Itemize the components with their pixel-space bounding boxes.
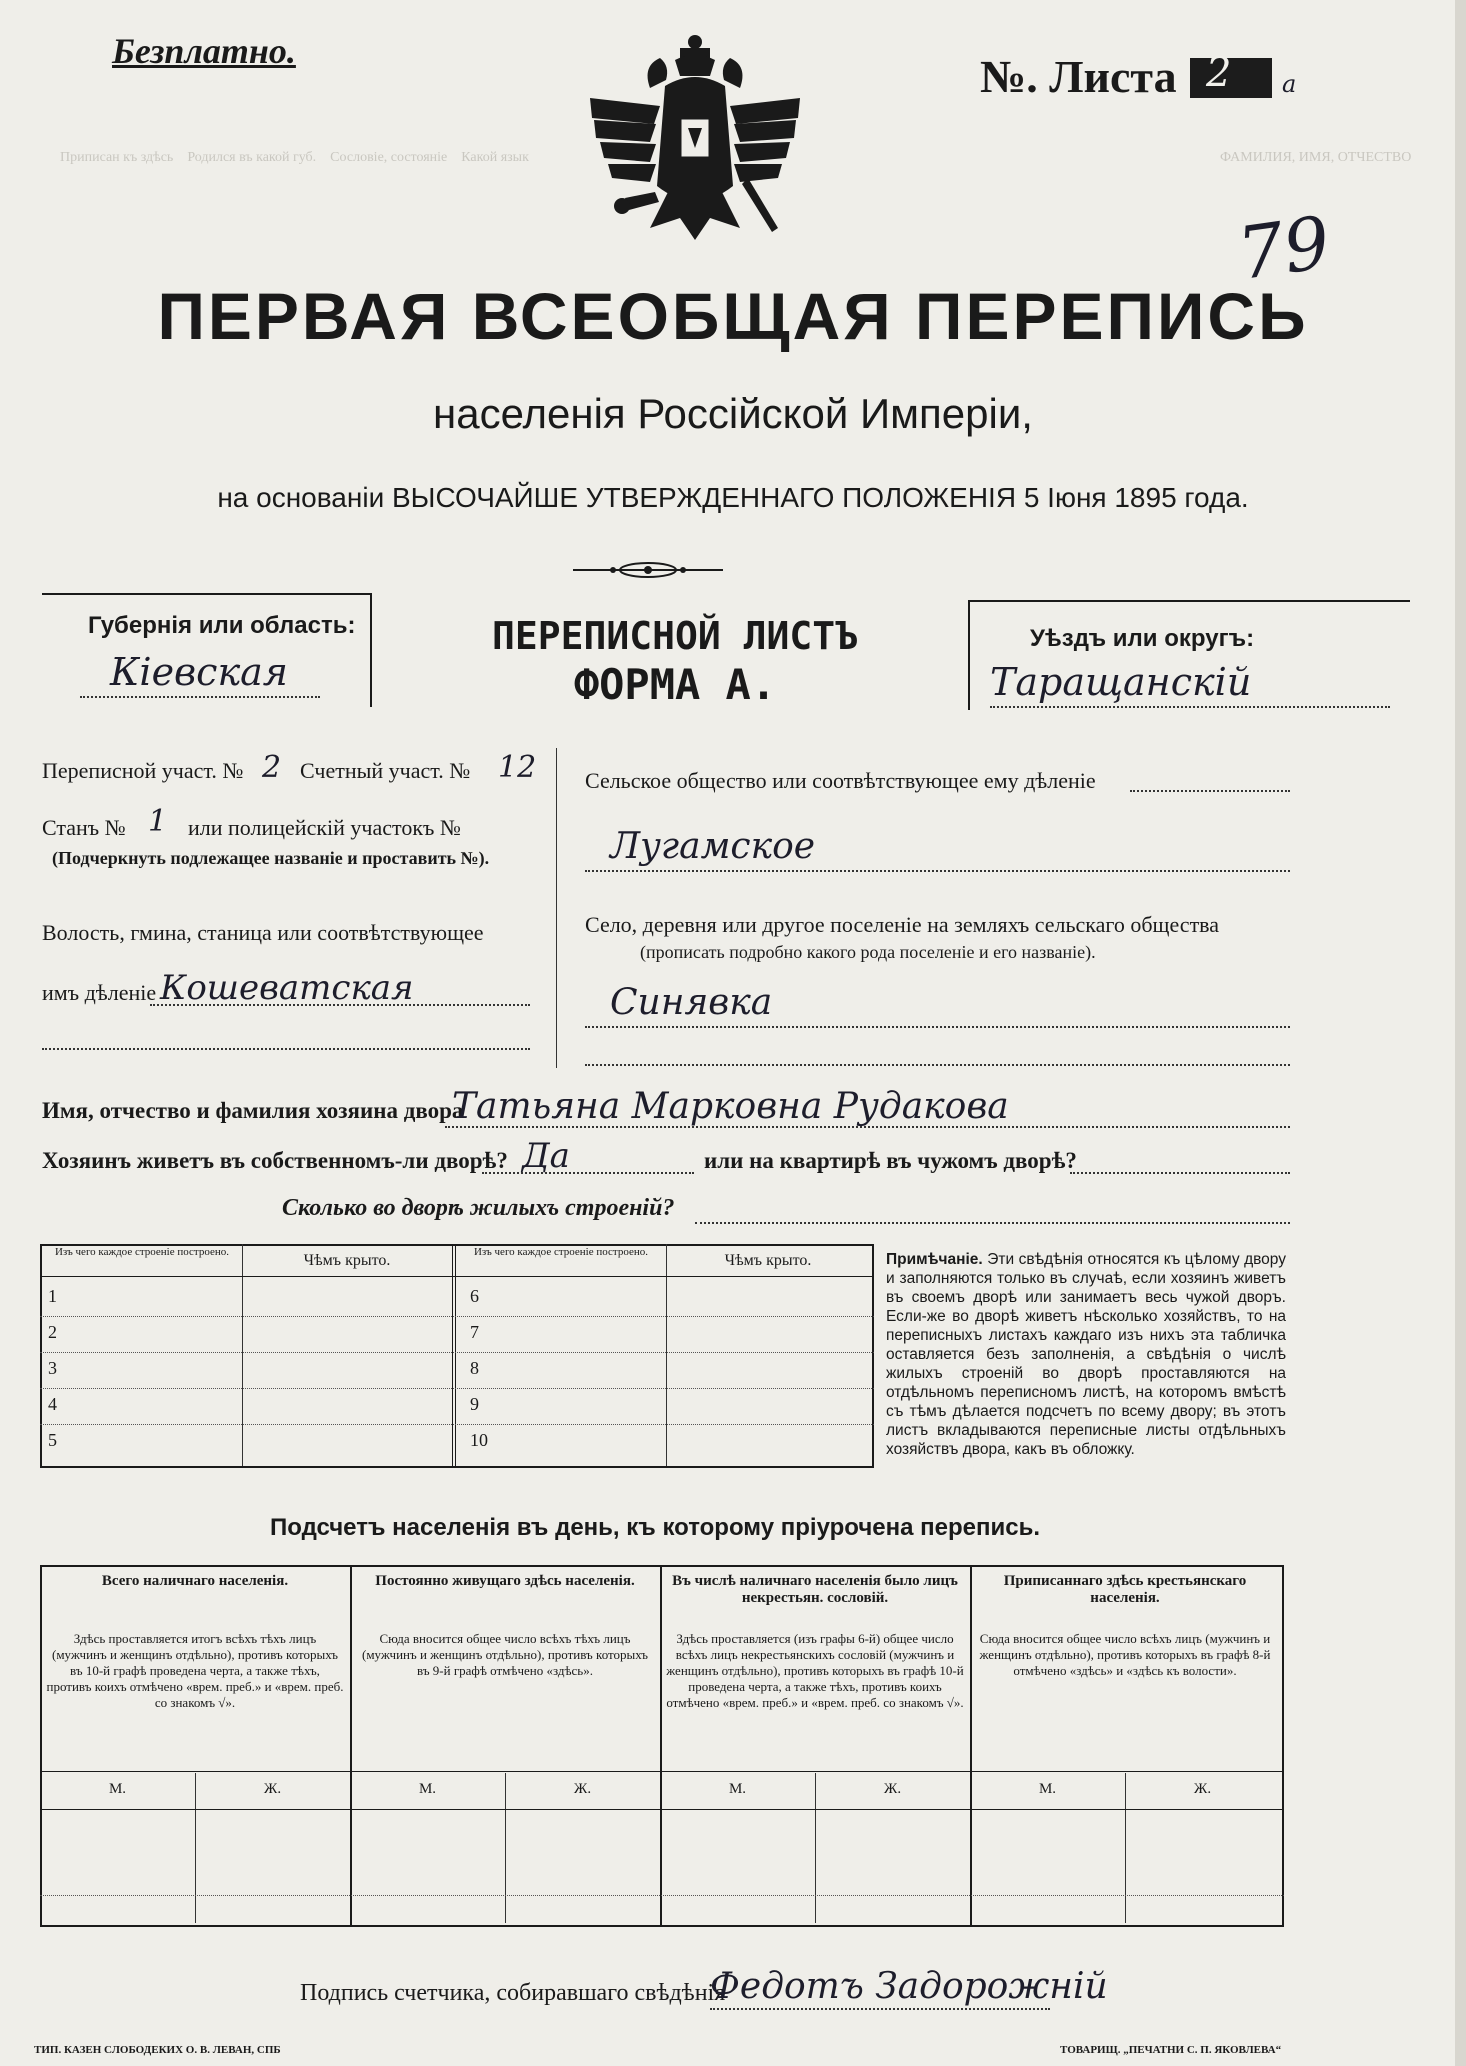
population-female-header: Ж.: [1193, 1781, 1212, 1797]
guberniya-label: Губернія или область:: [88, 612, 356, 639]
building-row-number: 7: [470, 1322, 479, 1342]
bleed-through-text: Приписан къ здѣсь Родился въ какой губ. Сословіе, состояніе Какой язык: [60, 150, 529, 165]
signature-dotted-line: [710, 2008, 1050, 2010]
building-row-number: 5: [48, 1430, 57, 1450]
population-row-line: [40, 1771, 1284, 1772]
population-col-desc: Здѣсь проставляется (изъ графы 6-й) общее число всѣхъ лицъ некрестьянскихъ сословій (мужчинъ и женщинъ отдѣльно), противъ которыхъ въ графѣ 10-й проведена черта, а также тѣхъ, противъ коихъ отмѣчено «врем. преб.» и «врем. преб. со знакомъ √».: [666, 1631, 964, 1710]
col-material-header: Изъ чего каждое строеніе построено.: [54, 1246, 230, 1258]
population-heading: Подсчетъ населенія въ день, къ которому пріурочена перепись.: [270, 1514, 1040, 1541]
building-row-number: 4: [48, 1394, 57, 1414]
sheet-number-label: №. Листа: [980, 51, 1177, 102]
building-row-number: 1: [48, 1286, 57, 1306]
signature-value: Федотъ Задорожній: [710, 1966, 1108, 2007]
building-row-number: 6: [470, 1286, 479, 1306]
form-title-line1: ПЕРЕПИСНОЙ ЛИСТЪ: [491, 614, 859, 658]
building-row-number: 8: [470, 1358, 479, 1378]
census-district-value: 2: [262, 750, 282, 785]
police-label: или полицейскій участокъ №: [188, 815, 461, 840]
village-dotted-line-2: [585, 1064, 1290, 1066]
count-district-label: Счетный участ. №: [300, 758, 471, 783]
population-male-header: М.: [108, 1781, 127, 1797]
field-divider: [556, 748, 557, 1068]
table-row-line: [40, 1424, 874, 1425]
population-col-divider: [660, 1565, 662, 1925]
population-col-title: Приписаннаго здѣсь крестьянскаго населенія.: [1003, 1573, 1247, 1606]
signature-label: Подпись счетчика, собиравшаго свѣдѣнія: [300, 1980, 726, 2006]
col-material-header-right: Изъ чего каждое строеніе построено.: [473, 1246, 649, 1258]
uezd-dotted-line: [990, 706, 1390, 708]
village-dotted-line: [585, 1026, 1290, 1028]
village-label: Село, деревня или другое поселеніе на земляхъ сельскаго общества: [585, 912, 1220, 937]
stan-value: 1: [148, 804, 168, 839]
building-row-number: 2: [48, 1322, 57, 1342]
uezd-value: Таращанскій: [990, 660, 1252, 704]
population-female-header: Ж.: [573, 1781, 592, 1797]
free-label: Безплатно.: [112, 31, 296, 71]
lives-own-label: Хозяинъ живетъ въ собственномъ-ли дворѣ?: [42, 1148, 508, 1173]
table-row-line: [40, 1388, 874, 1389]
population-female-header: Ж.: [883, 1781, 902, 1797]
population-male-header: М.: [418, 1781, 437, 1797]
population-row-line: [40, 1809, 1284, 1810]
count-district-value: 12: [498, 750, 537, 785]
form-title-line2: ФОРМА А.: [573, 660, 777, 709]
population-male-header: М.: [1038, 1781, 1057, 1797]
lives-own-value: Да: [522, 1136, 570, 1176]
guberniya-dotted-line: [80, 696, 320, 698]
owner-name-label: Имя, отчество и фамилия хозяина двора: [42, 1098, 464, 1123]
legal-basis: на основаніи ВЫСОЧАЙШЕ УТВЕРЖДЕННАГО ПОЛОЖЕНІЯ 5 Іюня 1895 года.: [217, 482, 1249, 513]
page-subtitle: населенія Россійской Имперіи,: [433, 390, 1033, 437]
table-mid-divider: [452, 1244, 456, 1466]
population-row-line: [40, 1895, 1284, 1896]
society-label: Сельское общество или соотвѣтствующее ему дѣленіе: [585, 768, 1096, 793]
printer-footer-right: ТОВАРИЩ. „ПЕЧАТНИ С. П. ЯКОВЛЕВА“: [1060, 2044, 1282, 2056]
building-row-number: 3: [48, 1358, 57, 1378]
ornament-divider: [573, 560, 723, 580]
buildings-table: [40, 1244, 874, 1468]
police-note: (Подчеркнуть подлежащее названіе и проставить №).: [52, 848, 490, 868]
society-dotted-line-2: [585, 870, 1290, 872]
population-col-desc: Сюда вносится общее число всѣхъ лицъ (мужчинъ и женщинъ отдѣльно), противъ которыхъ въ графѣ 8-й отмѣчено «здѣсь» и «здѣсь къ волости».: [979, 1631, 1271, 1678]
table-row-line: [40, 1316, 874, 1317]
sheet-number-suffix: а: [1282, 70, 1297, 98]
society-dotted-line: [1130, 790, 1290, 792]
stan-label: Станъ №: [42, 815, 126, 840]
census-district-label: Переписной участ. №: [42, 758, 244, 783]
guberniya-value: Кіевская: [110, 650, 288, 694]
table-col-divider-2: [666, 1244, 667, 1466]
population-table: [40, 1565, 1284, 1927]
volost-dotted-line-2: [42, 1048, 530, 1050]
population-col-desc: Здѣсь проставляется итогъ всѣхъ тѣхъ лицъ (мужчинъ и женщинъ отдѣльно), противъ которыхъ въ 10-й графѣ проведена черта, а также тѣхъ, противъ коихъ отмѣчено «врем. преб.» и «врем. преб. со знакомъ √».: [46, 1631, 344, 1710]
volost-label-1: Волость, гмина, станица или соотвѣтствующее: [42, 920, 484, 945]
population-col-title: Въ числѣ наличнаго населенія было лицъ некрестьян. сословій.: [672, 1573, 958, 1606]
volost-label-2: имъ дѣленіе: [42, 980, 157, 1005]
col-roof-header-right: Чѣмъ крыто.: [724, 1252, 812, 1269]
village-value: Синявка: [610, 982, 773, 1023]
lives-rent-label: или на квартирѣ въ чужомъ дворѣ?: [704, 1148, 1077, 1173]
building-row-number: 9: [470, 1394, 479, 1414]
table-header-line: [40, 1276, 874, 1277]
note-text: Эти свѣдѣнія относятся къ цѣлому двору и заполняются только въ случаѣ, если хозяинъ живетъ въ своемъ дворѣ или занимаетъ весь чужой дворъ. Если-же во дворѣ живетъ нѣсколько хозяйствъ, то на переписныхъ листахъ каждаго изъ нихъ эта табличка оставляется безъ заполненія, а свѣдѣнія о числѣ жилыхъ строеній во дворѣ проставляются на отдѣльномъ переписномъ листѣ, на которомъ вмѣстѣ съ тѣмъ дѣлается подсчетъ по всему двору; въ этотъ листъ вкладываются переписные листы отдѣльныхъ хозяйствъ двора, какъ въ обложку.: [886, 1251, 1286, 1458]
population-female-header: Ж.: [263, 1781, 282, 1797]
owner-name-value: Татьяна Марковна Рудакова: [452, 1086, 1009, 1127]
lives-own-dotted-line: [482, 1172, 694, 1174]
printer-footer-left: ТИП. КАЗЕН СЛОБОДЕКИХ О. В. ЛЕВАН, СПБ: [34, 2044, 281, 2056]
buildings-count-label: Сколько во дворѣ жилыхъ строеній?: [282, 1195, 675, 1221]
table-col-divider: [242, 1244, 243, 1466]
population-col-desc: Сюда вносится общее число всѣхъ тѣхъ лицъ (мужчинъ и женщинъ отдѣльно), противъ которыхъ въ 9-й графѣ отмѣчено «здѣсь».: [362, 1631, 648, 1678]
buildings-count-dotted-line: [695, 1222, 1290, 1224]
building-row-number: 10: [470, 1430, 488, 1450]
population-male-header: М.: [728, 1781, 747, 1797]
population-col-divider: [970, 1565, 972, 1925]
note-lead: Примѣчаніе.: [886, 1251, 983, 1268]
population-col-divider: [350, 1565, 352, 1925]
bleed-through-text-right: ФАМИЛИЯ, ИМЯ, ОТЧЕСТВО: [1220, 150, 1412, 165]
double-headed-eagle-icon: [580, 28, 810, 258]
population-col-title: Всего наличнаго населенія.: [101, 1573, 289, 1589]
owner-name-dotted-line: [445, 1126, 1290, 1128]
table-row-line: [40, 1352, 874, 1353]
village-note: (прописать подробно какого рода поселеніе и его названіе).: [640, 942, 1096, 962]
page-title: ПЕРВАЯ ВСЕОБЩАЯ ПЕРЕПИСЬ: [157, 279, 1309, 353]
sheet-number-value: 2: [1206, 50, 1232, 96]
society-value: Лугамское: [610, 826, 816, 867]
lives-rent-dotted-line: [1070, 1172, 1290, 1174]
note: [886, 1250, 1286, 1459]
uezd-label: Уѣздъ или округъ:: [1030, 625, 1255, 652]
handwritten-page-number: 79: [1232, 200, 1336, 296]
volost-value: Кошеватская: [160, 968, 414, 1008]
col-roof-header: Чѣмъ крыто.: [303, 1252, 391, 1269]
population-col-title: Постоянно живущаго здѣсь населенія.: [375, 1573, 635, 1589]
volost-dotted-line: [150, 1004, 530, 1006]
